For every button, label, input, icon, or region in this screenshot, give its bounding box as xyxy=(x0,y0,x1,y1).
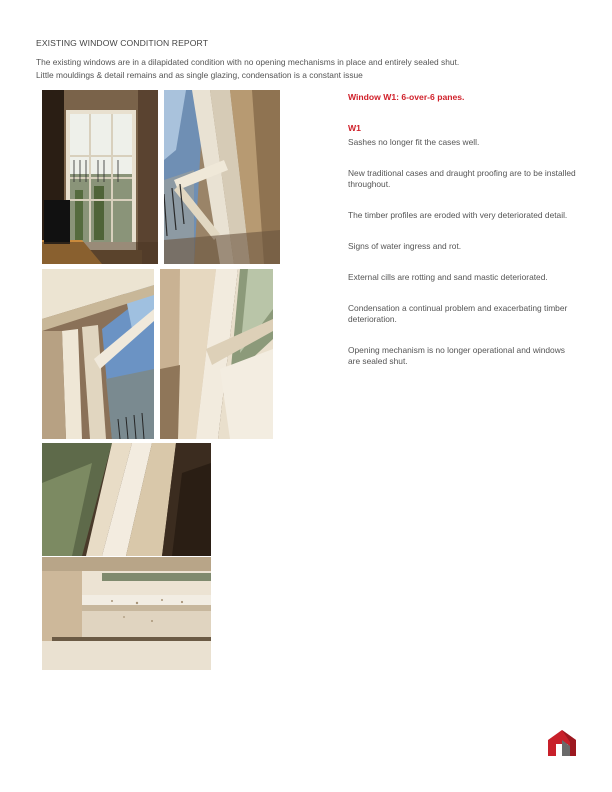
observation-1: Sashes no longer fit the cases well. xyxy=(348,137,480,147)
window-observations xyxy=(348,92,578,367)
intro-line-2: Little mouldings & detail remains and as single glazing, condensation is a constant issue xyxy=(36,69,363,80)
observation-5: External cills are rotting and sand mastic deteriorated. xyxy=(348,272,548,282)
photo-open-sash-sky xyxy=(164,90,280,264)
photo-bay-window-interior xyxy=(42,90,158,264)
photo-sash-corner-sky xyxy=(42,269,154,439)
observation-6: Condensation a continual problem and exacerbating timber deterioration. xyxy=(348,303,568,324)
window-heading: Window W1: 6-over-6 panes. xyxy=(348,92,465,102)
observation-7: Opening mechanism is no longer operational and windows are sealed shut. xyxy=(348,345,565,366)
intro-text xyxy=(36,56,581,81)
photo-moulding-detail xyxy=(160,269,273,439)
intro-line-1: The existing windows are in a dilapidated condition with no opening mechanisms in place and entirely sealed shut. xyxy=(36,57,460,67)
window-label: W1 xyxy=(348,123,361,133)
observation-4: Signs of water ingress and rot. xyxy=(348,241,462,251)
photo-frame-sill-edge xyxy=(42,443,211,556)
report-title: EXISTING WINDOW CONDITION REPORT xyxy=(36,38,209,48)
company-logo-icon xyxy=(546,726,578,758)
observation-3: The timber profiles are eroded with very deteriorated detail. xyxy=(348,210,568,220)
observation-2: New traditional cases and draught proofing are to be installed throughout. xyxy=(348,168,576,189)
photo-cill-damage xyxy=(42,557,211,670)
